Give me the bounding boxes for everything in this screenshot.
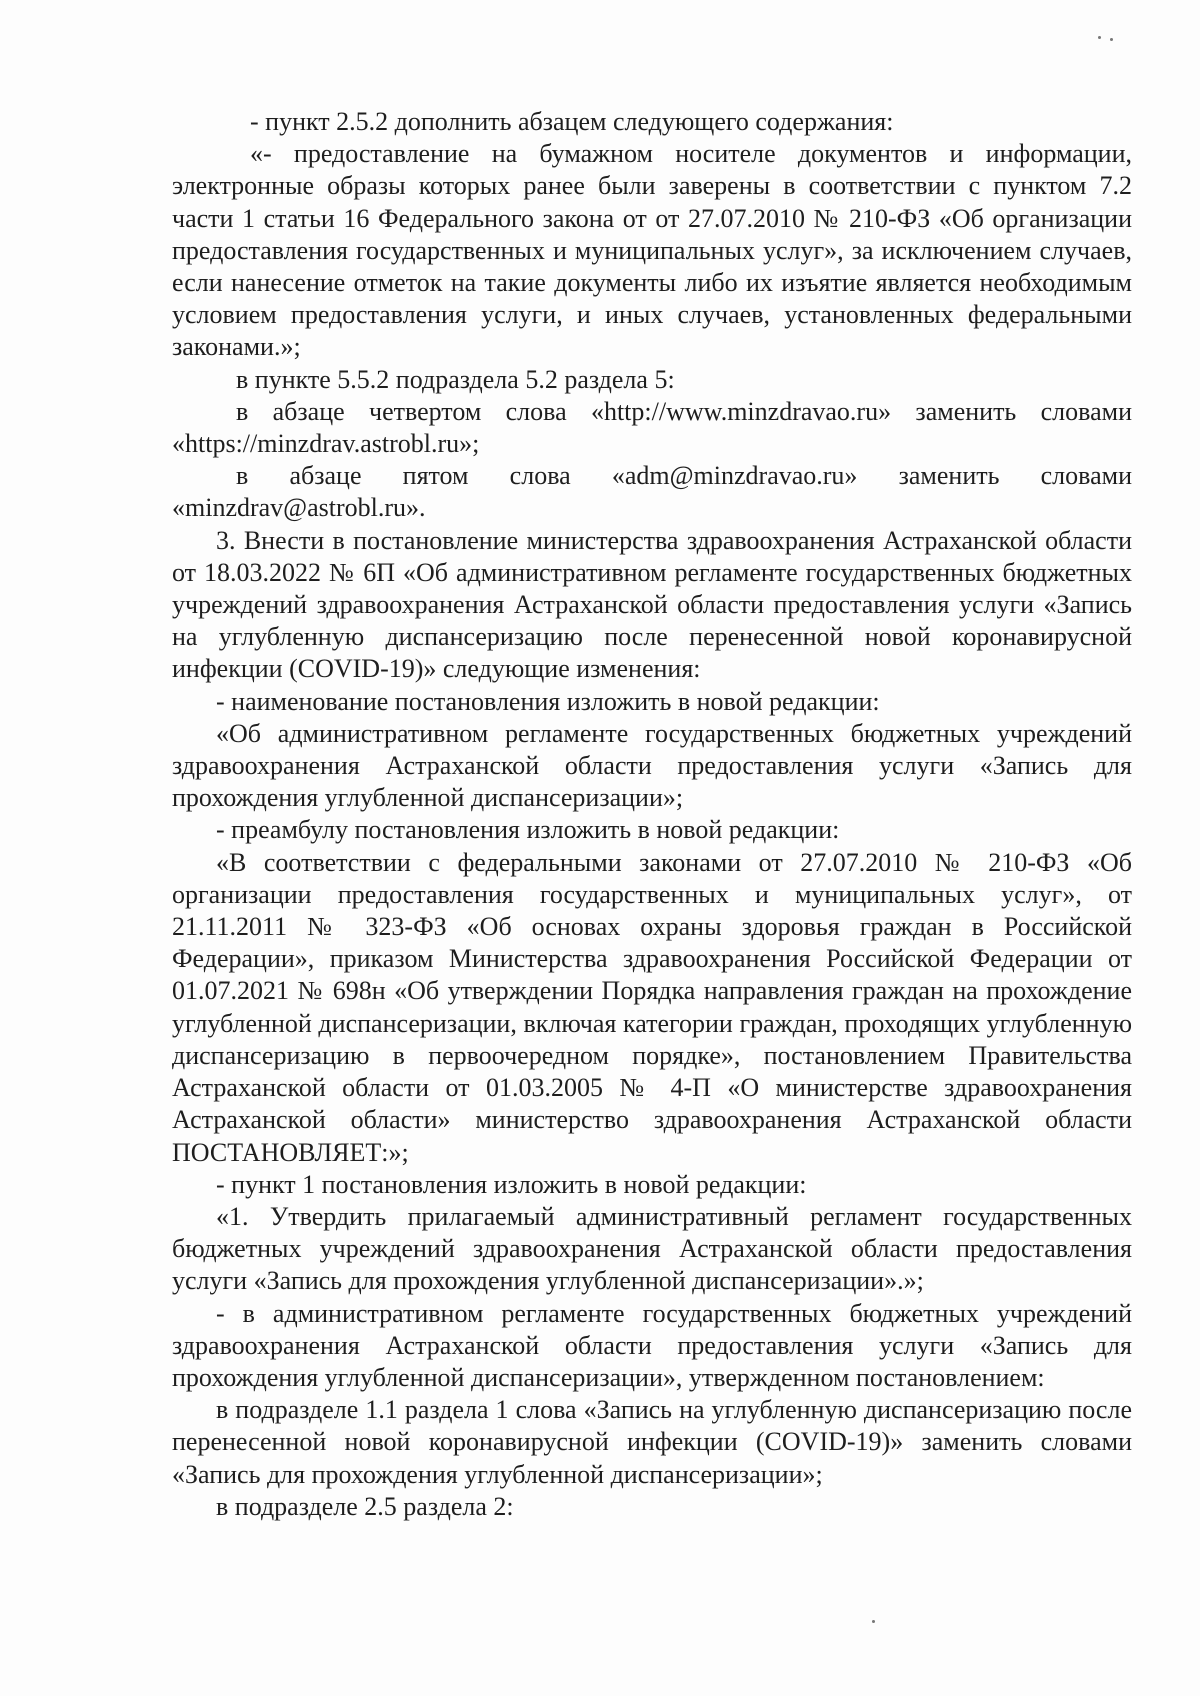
paragraph-3: в пункте 5.5.2 подраздела 5.2 раздела 5: (236, 364, 675, 394)
scan-speck (872, 1620, 875, 1623)
paragraph-12: «1. Утвердить прилагаемый административный регламент государственных бюджетных учреждений здравоохранения Астраханской области предоставления услуги «Запись для прохождения углубленной диспансеризации».»; (172, 1201, 1132, 1296)
paragraph-8: «Об административном регламенте государственных бюджетных учреждений здравоохранения Астраханской области предоставления услуги «Запись для прохождения углубленной диспансеризации»; (172, 718, 1132, 813)
paragraph-4: в абзаце четвертом слова «http://www.minzdravao.ru» заменить словами «https://minzdrav.astrobl.ru»; (172, 396, 1132, 459)
paragraph-14: в подразделе 1.1 раздела 1 слова «Запись на углубленную диспансеризацию после перенесенной новой коронавирусной инфекции (COVID-19)» заменить словами «Запись для прохождения углубленной диспансеризации»; (172, 1395, 1132, 1489)
paragraph-13: - в административном регламенте государственных бюджетных учреждений здравоохранения Астраханской области предоставления услуги «Запись для прохождения углубленной диспансеризации», утвержденном постановлением: (172, 1298, 1132, 1392)
document-body (172, 106, 1132, 1523)
paragraph-11: - пункт 1 постановления изложить в новой редакции: (216, 1169, 807, 1199)
paragraph-9: - преамбулу постановления изложить в новой редакции: (216, 815, 840, 845)
paragraph-15: в подразделе 2.5 раздела 2: (216, 1491, 514, 1521)
paragraph-10: «В соответствии с федеральными законами от 27.07.2010 № 210-ФЗ «Об организации предоставления государственных и муниципальных услуг», от 21.11.2011 № 323-ФЗ «Об основах охраны здоровья граждан в Российской Федерации», приказом Министерства здравоохранения Российской Федерации от 01.07.2021 № 698н «Об утверждении Порядка направления граждан на прохождение углубленной диспансеризации, включая категории граждан, проходящих углубленную диспансеризацию в первоочередном порядке», постановлением Правительства Астраханской области от 01.03.2005 № 4-П «О министерстве здравоохранения Астраханской области» министерство здравоохранения Астраханской области ПОСТАНОВЛЯЕТ:»; (172, 847, 1132, 1167)
paragraph-1: - пункт 2.5.2 дополнить абзацем следующего содержания: (250, 107, 894, 136)
paragraph-5: в абзаце пятом слова «adm@minzdravao.ru» заменить словами «minzdrav@astrobl.ru». (172, 461, 1132, 523)
scan-speck (1110, 38, 1113, 41)
paragraph-2: «- предоставление на бумажном носителе документов и информации, электронные образы которых ранее были заверены в соответствии с пунктом 7.2 части 1 статьи 16 Федерального закона от от 27.07.2010 № 210-ФЗ «Об организации предоставления государственных и муниципальных услуг», за исключением случаев, если нанесение отметок на такие документы либо их изъятие является необходимым условием предоставления услуги, и иных случаев, установленных федеральными законами.»; (172, 139, 1132, 362)
paragraph-7: - наименование постановления изложить в новой редакции: (216, 686, 880, 716)
paragraph-6: 3. Внести в постановление министерства здравоохранения Астраханской области от 18.03.2022 № 6П «Об административном регламенте государственных бюджетных учреждений здравоохранения Астраханской области предоставления услуги «Запись на углубленную диспансеризацию после перенесенной новой коронавирусной инфекции (COVID-19)» следующие изменения: (172, 525, 1132, 684)
scan-speck (1098, 36, 1101, 39)
